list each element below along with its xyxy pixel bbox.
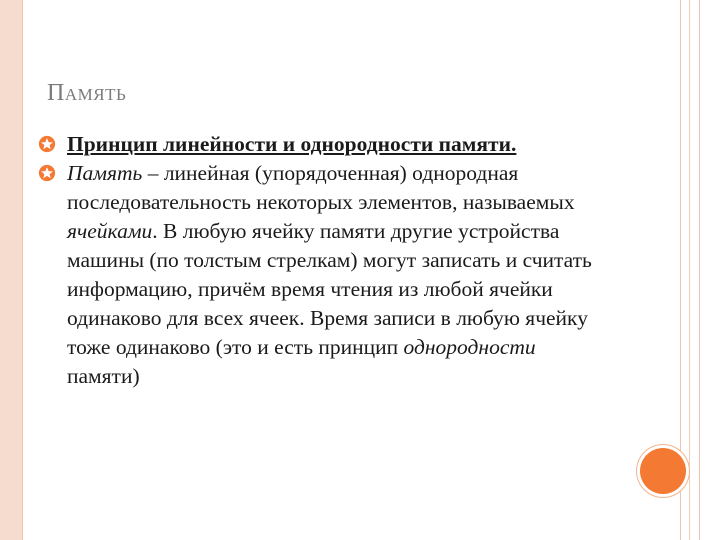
star-bullet-icon — [38, 164, 56, 182]
star-bullet-icon — [38, 135, 56, 153]
definition-text-1: – линейная (упорядоченная) однородная последовательность некоторых элементов, называемых — [67, 161, 575, 214]
term-memory: Память — [67, 161, 143, 185]
principle-heading: Принцип линейности и однородности памяти. — [67, 132, 517, 156]
definition-text-3: памяти) — [67, 364, 140, 388]
term-cells: ячейками — [67, 219, 153, 243]
bullet-item-definition — [38, 159, 613, 391]
slide-content — [38, 130, 613, 391]
definition-text-2: . В любую ячейку памяти другие устройства машины (по толстым стрелкам) могут записать и считать информацию, причём время чтения из любой ячейки одинаково для всех ячеек. Время записи в любую ячейку тоже одинаково (это и есть принцип — [67, 219, 592, 359]
bullet-item-principle — [38, 130, 613, 159]
orange-circle-decoration — [640, 448, 686, 494]
term-homogeneity: однородности — [403, 335, 536, 359]
right-frame-inner-line — [689, 0, 690, 540]
slide-title: Память — [47, 80, 127, 106]
left-frame-bar — [0, 0, 23, 540]
